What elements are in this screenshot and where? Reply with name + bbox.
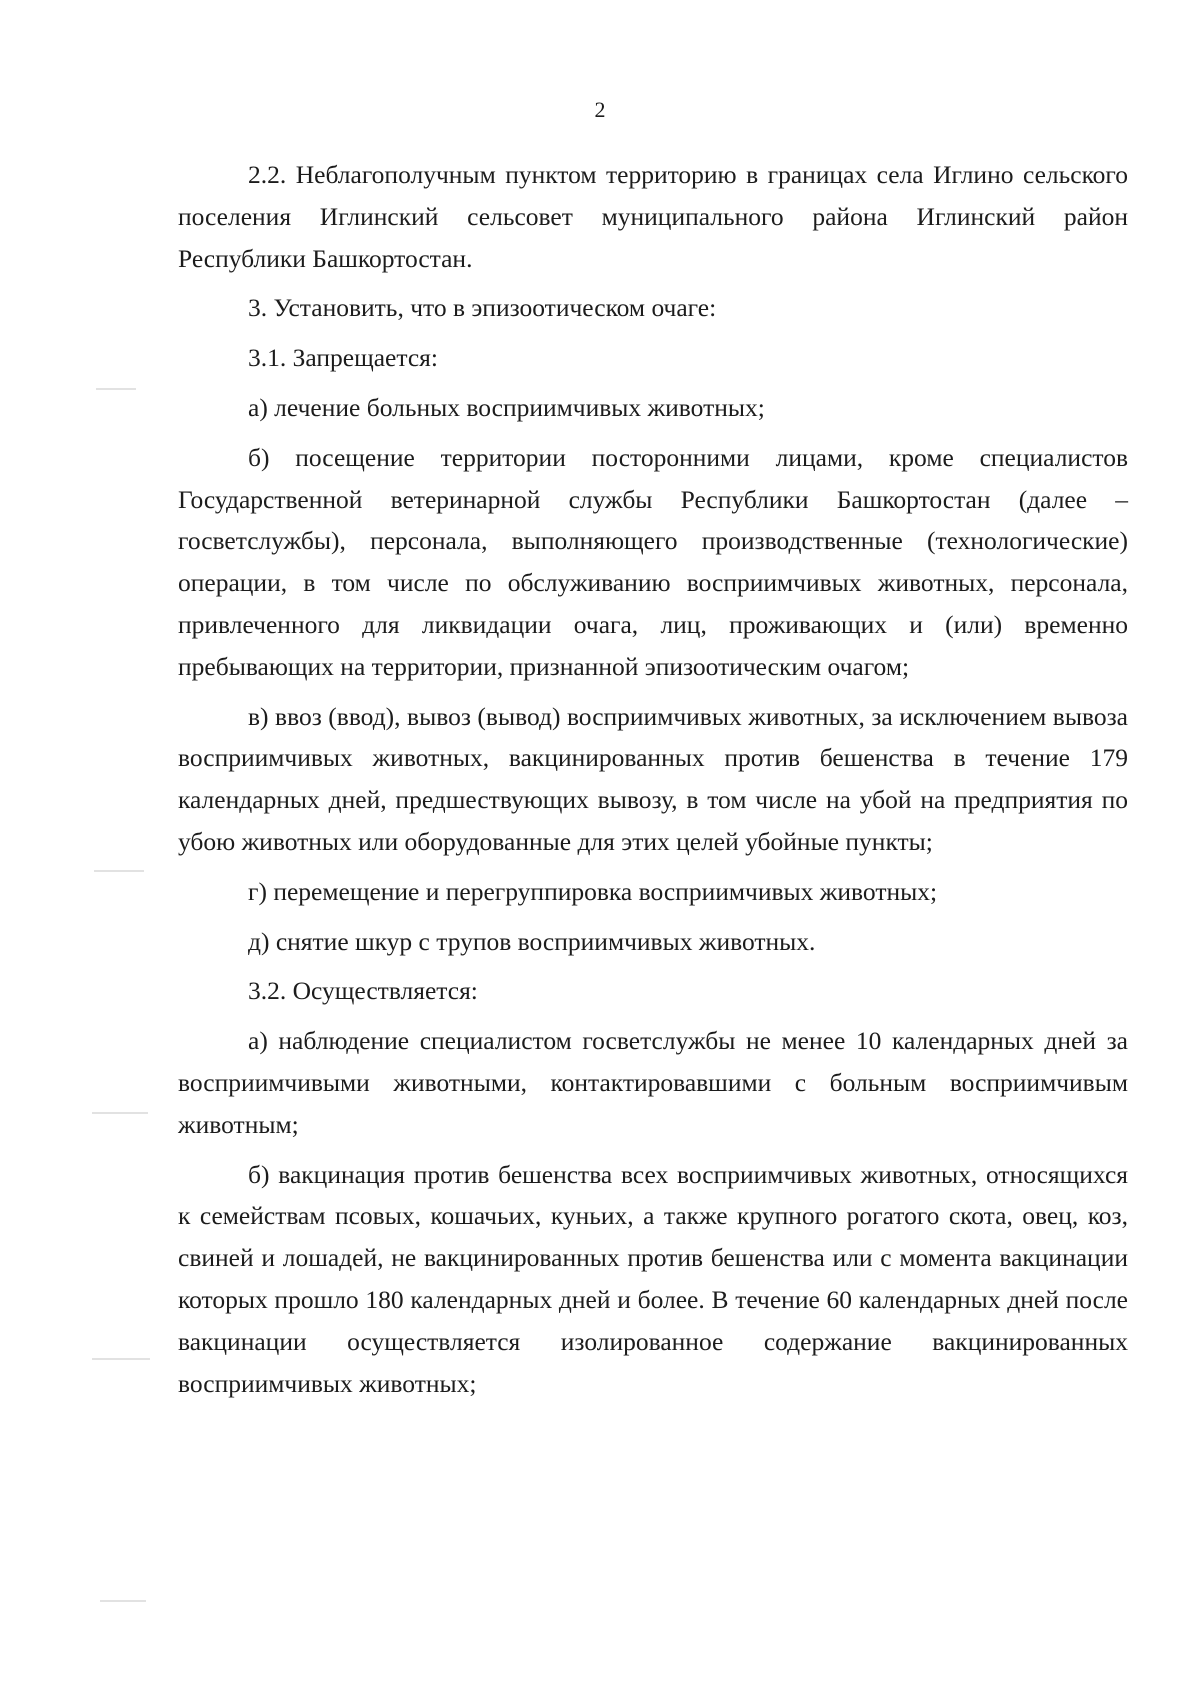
scan-artifact <box>96 388 136 390</box>
paragraph-3-1-v: в) ввоз (ввод), вывоз (вывод) восприимчивых животных, за исключением вывоза восприимчивых животных, вакцинированных против бешенства в течение 179 календарных дней, предшествующих вывозу, в том числе на убой на предприятия по убою животных или оборудованные для этих целей убойные пункты; <box>178 701 1128 856</box>
paragraph-3-1-d: д) снятие шкур с трупов восприимчивых животных. <box>248 926 816 956</box>
paragraph-3-2-a: а) наблюдение специалистом госветслужбы не менее 10 календарных дней за восприимчивыми животными, контактировавшими с больным восприимчивым животным; <box>178 1026 1128 1139</box>
paragraph-2-2: 2.2. Неблагополучным пунктом территорию в границах села Иглино сельского поселения Иглинский сельсовет муниципального района Иглинский район Республики Башкортостан. <box>178 160 1128 273</box>
paragraph-3-1-b: б) посещение территории посторонними лицами, кроме специалистов Государственной ветеринарной службы Республики Башкортостан (далее – госветслужбы), персонала, выполняющего производственные (технологические) операции, в том числе по обслуживанию восприимчивых животных, персонала, привлеченного для ликвидации очага, лиц, проживающих и (или) временно пребывающих на территории, признанной эпизоотическим очагом; <box>178 442 1128 681</box>
paragraph-3-2-b: б) вакцинация против бешенства всех восприимчивых животных, относящихся к семействам псовых, кошачьих, куньих, а также крупного рогатого скота, овец, коз, свиней и лошадей, не вакцинированных против бешенства или с момента вакцинации которых прошло 180 календарных дней и более. В течение 60 календарных дней после вакцинации осуществляется изолированное содержание вакцинированных восприимчивых животных; <box>178 1159 1128 1398</box>
scan-artifact <box>94 870 144 872</box>
scan-artifact <box>92 1358 150 1360</box>
paragraph-3-1-g: г) перемещение и перегруппировка восприимчивых животных; <box>248 876 938 906</box>
paragraph-3-2: 3.2. Осуществляется: <box>248 976 478 1006</box>
paragraph-3-1-a: а) лечение больных восприимчивых животных; <box>248 392 765 422</box>
paragraph-3-1: 3.1. Запрещается: <box>248 343 438 373</box>
scan-artifact <box>100 1600 146 1602</box>
scan-artifact <box>92 1112 148 1114</box>
paragraph-3: 3. Установить, что в эпизоотическом очаге: <box>248 293 717 323</box>
document-body <box>178 154 1128 1404</box>
page-number: 2 <box>594 97 606 122</box>
